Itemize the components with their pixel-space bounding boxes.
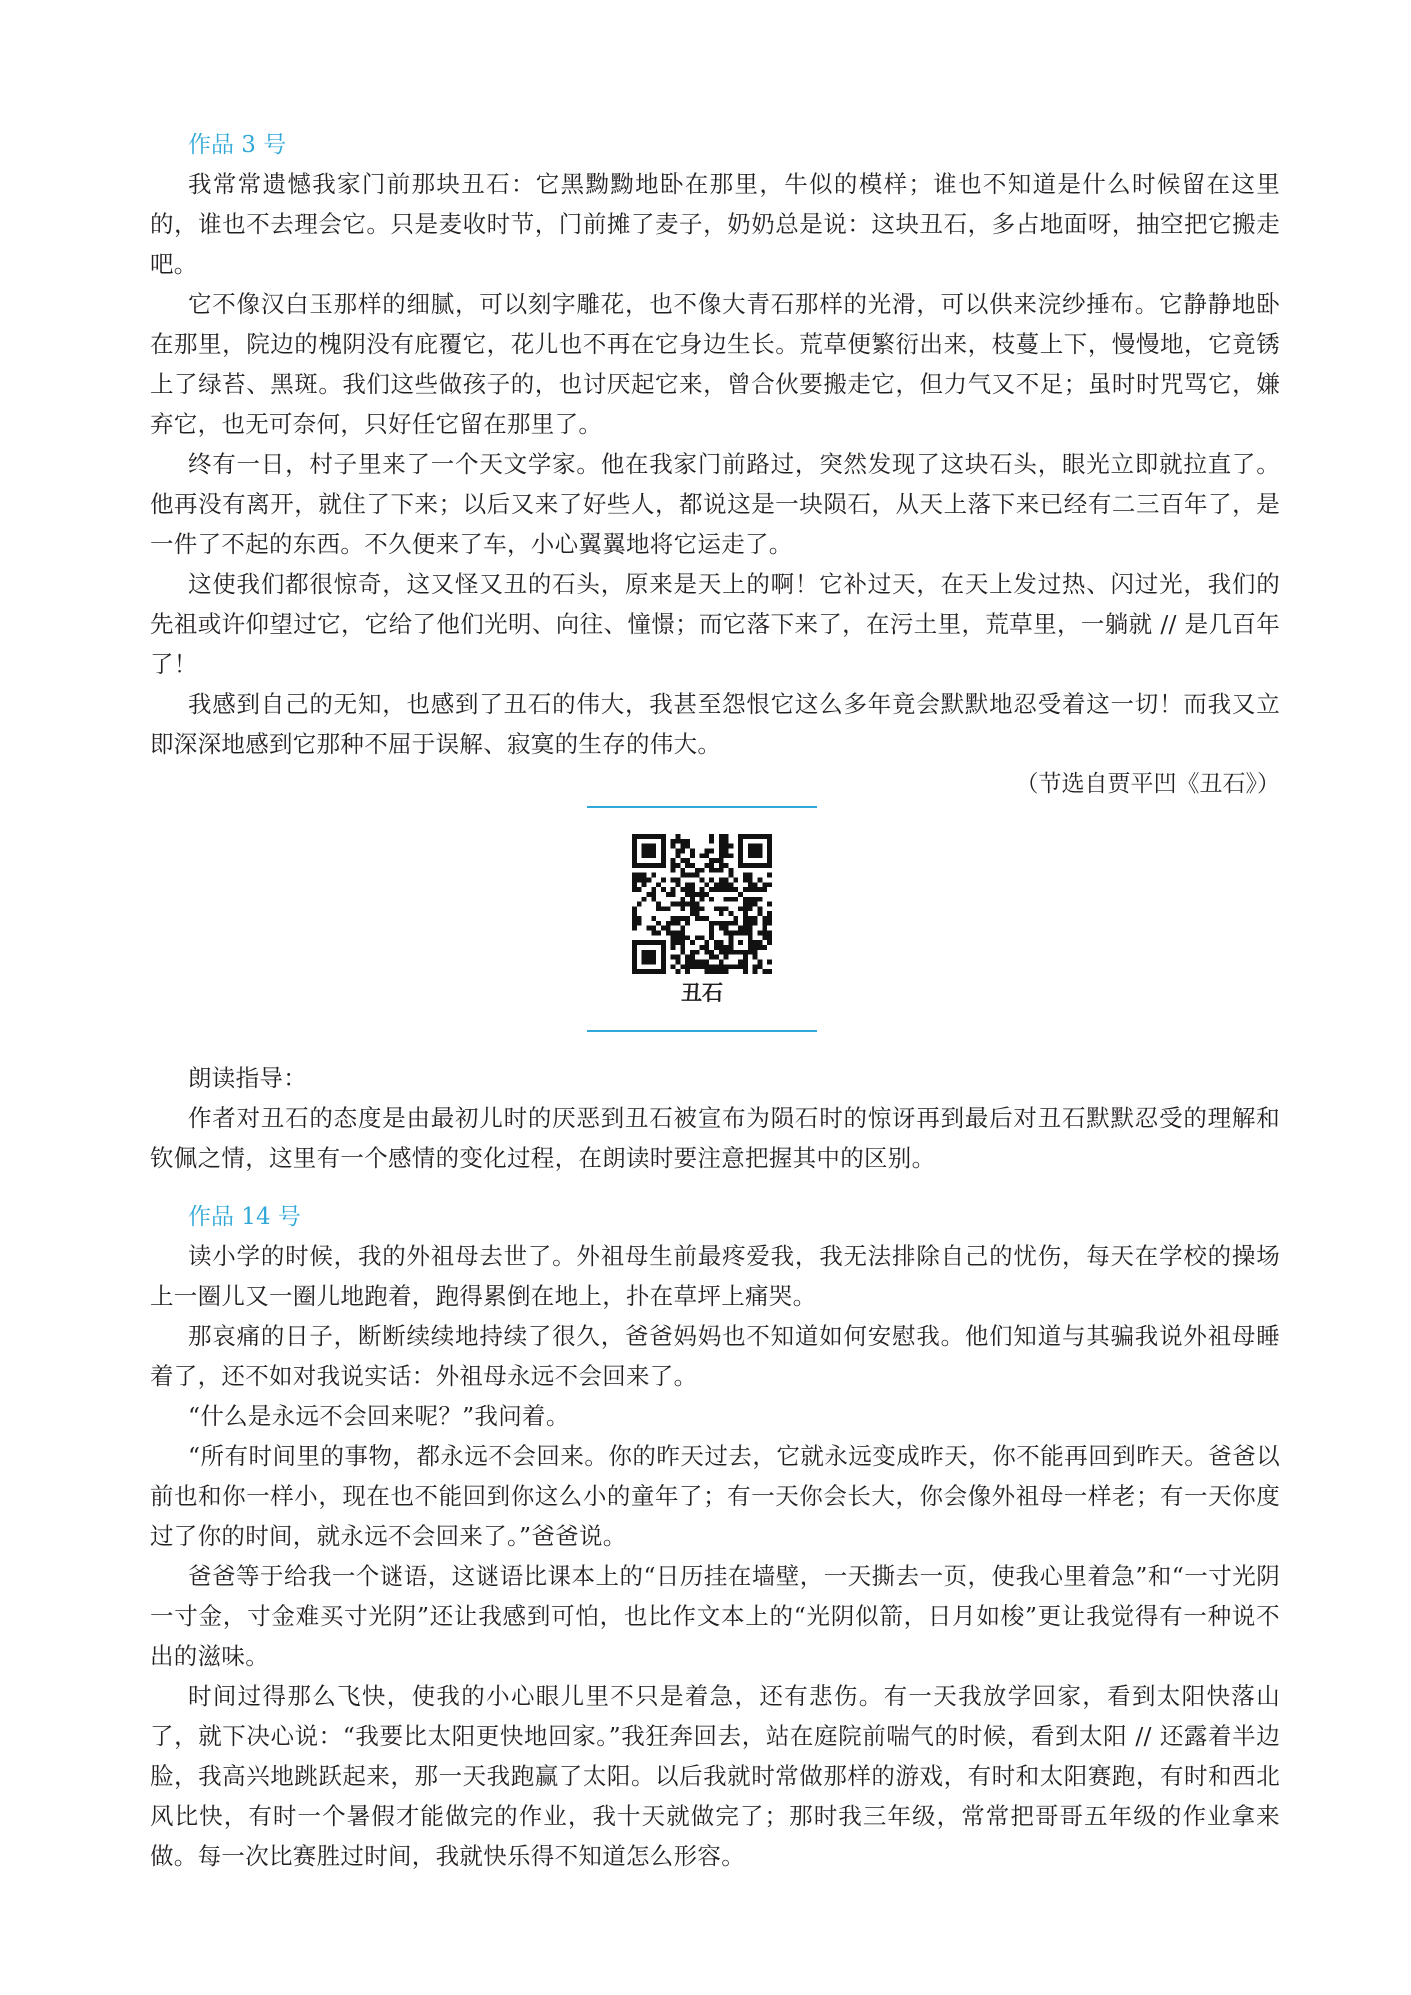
work-3-heading: 作品 3 号 (188, 132, 287, 158)
work-14-paragraph-5: 爸爸等于给我一个谜语，这谜语比课本上的“日历挂在墙壁，一天撕去一页，使我心里着急”和“一寸光阴一寸金，寸金难买寸光阴”还让我感到可怕，也比作文本上的“光阴似箭，日月如梭”更让我觉得有一种说不出的滋味。 (150, 1562, 1280, 1670)
work-3-source: （节选自贾平凹《丑石》） (1015, 771, 1280, 797)
work-3-paragraph-1: 我常常遗憾我家门前那块丑石：它黑黝黝地卧在那里，牛似的模样；谁也不知道是什么时候留在这里的，谁也不去理会它。只是麦收时节，门前摊了麦子，奶奶总是说：这块丑石，多占地面呀，抽空把它搬走吧。 (150, 170, 1280, 278)
qr-code-block (587, 806, 817, 1032)
reading-guide-title: 朗读指导： (188, 1064, 307, 1092)
work-14-paragraph-6: 时间过得那么飞快，使我的小心眼儿里不只是着急，还有悲伤。有一天我放学回家，看到太阳快落山了，就下决心说：“我要比太阳更快地回家。”我狂奔回去，站在庭院前喘气的时候，看到太阳 // 还露着半边脸，我高兴地跳跃起来，那一天我跑赢了太阳。以后我就时常做那样的游戏，有时和太阳赛跑，有时和西北风比快，有时一个暑假才能做完的作业，我十天就做完了；那时我三年级，常常把哥哥五年级的作业拿来做。每一次比赛胜过时间，我就快乐得不知道怎么形容。 (150, 1682, 1280, 1870)
work-3-section (150, 128, 1280, 804)
work-14-paragraph-3: “什么是永远不会回来呢？”我问着。 (188, 1402, 570, 1430)
work-14-paragraph-2: 那哀痛的日子，断断续续地持续了很久，爸爸妈妈也不知道如何安慰我。他们知道与其骗我说外祖母睡着了，还不如对我说实话：外祖母永远不会回来了。 (150, 1322, 1280, 1390)
work-3-paragraph-5: 我感到自己的无知，也感到了丑石的伟大，我甚至怨恨它这么多年竟会默默地忍受着这一切！而我又立即深深地感到它那种不屈于误解、寂寞的生存的伟大。 (150, 690, 1280, 758)
work-14-paragraph-1: 读小学的时候，我的外祖母去世了。外祖母生前最疼爱我，我无法排除自己的忧伤，每天在学校的操场上一圈儿又一圈儿地跑着，跑得累倒在地上，扑在草坪上痛哭。 (150, 1242, 1280, 1310)
reading-guide-section (150, 1058, 1280, 1178)
work-14-paragraph-4: “所有时间里的事物，都永远不会回来。你的昨天过去，它就永远变成昨天，你不能再回到昨天。爸爸以前也和你一样小，现在也不能回到你这么小的童年了；有一天你会长大，你会像外祖母一样老；有一天你度过了你的时间，就永远不会回来了。”爸爸说。 (150, 1442, 1280, 1550)
work-14-section (150, 1200, 1280, 1876)
qr-top-divider (587, 806, 817, 808)
reading-guide-text: 作者对丑石的态度是由最初儿时的厌恶到丑石被宣布为陨石时的惊讶再到最后对丑石默默忍受的理解和钦佩之情，这里有一个感情的变化过程，在朗读时要注意把握其中的区别。 (150, 1104, 1280, 1172)
qr-code-icon[interactable] (632, 834, 772, 974)
qr-caption: 丑石 (681, 981, 723, 1005)
qr-bottom-divider (587, 1030, 817, 1032)
work-14-heading: 作品 14 号 (188, 1204, 301, 1230)
work-3-paragraph-2: 它不像汉白玉那样的细腻，可以刻字雕花，也不像大青石那样的光滑，可以供来浣纱捶布。它静静地卧在那里，院边的槐阴没有庇覆它，花儿也不再在它身边生长。荒草便繁衍出来，枝蔓上下，慢慢地，它竟锈上了绿苔、黑斑。我们这些做孩子的，也讨厌起它来，曾合伙要搬走它，但力气又不足；虽时时咒骂它，嫌弃它，也无可奈何，只好任它留在那里了。 (150, 290, 1280, 438)
work-3-paragraph-3: 终有一日，村子里来了一个天文学家。他在我家门前路过，突然发现了这块石头，眼光立即就拉直了。他再没有离开，就住了下来；以后又来了好些人，都说这是一块陨石，从天上落下来已经有二三百年了，是一件了不起的东西。不久便来了车，小心翼翼地将它运走了。 (150, 450, 1280, 558)
work-3-paragraph-4: 这使我们都很惊奇，这又怪又丑的石头，原来是天上的啊！它补过天，在天上发过热、闪过光，我们的先祖或许仰望过它，它给了他们光明、向往、憧憬；而它落下来了，在污土里，荒草里，一躺就 // 是几百年了！ (150, 570, 1280, 678)
